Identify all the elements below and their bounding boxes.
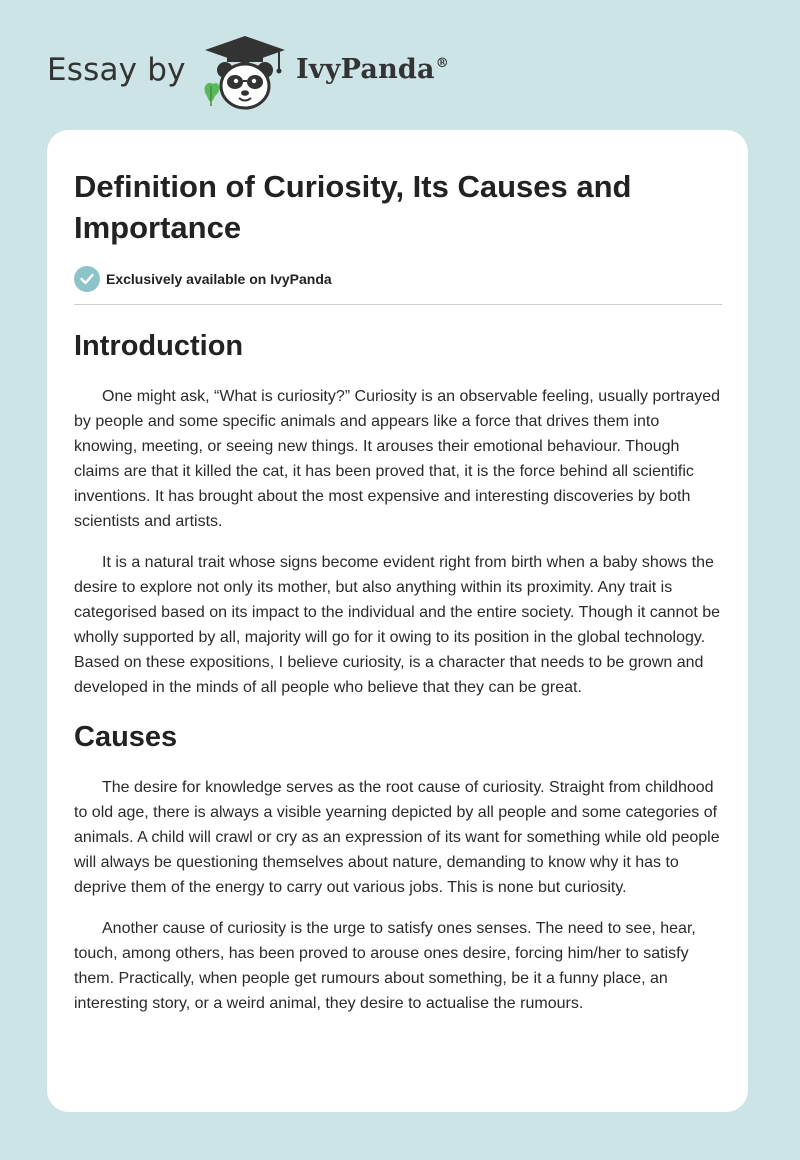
section-heading-causes: Causes: [74, 721, 178, 753]
paragraph: One might ask, “What is curiosity?” Curiosity is an observable feeling, usually portrayed by people and some specific animals and appears like a force that drives them into knowing, meeting, or seeing new things. It arouses their emotional behaviour. Though claims are that it killed the cat, it has been proved that, it is the force behind all scientific inventions. It has brought about the most expensive and interesting discoveries by both scientists and artists.: [74, 388, 721, 530]
essay-content: [74, 166, 722, 1032]
ivypanda-logo-icon: [199, 34, 291, 114]
section-heading-introduction: Introduction: [74, 330, 244, 362]
check-icon: [74, 266, 100, 292]
trademark-symbol: ®: [435, 56, 449, 71]
brand-name: IvyPanda®: [296, 54, 449, 85]
exclusive-badge: [74, 266, 722, 292]
essay-by-label: Essay by: [47, 52, 186, 88]
essay-card: [47, 130, 748, 1112]
exclusive-label: Exclusively available on IvyPanda: [106, 271, 332, 287]
paragraph: The desire for knowledge serves as the root cause of curiosity. Straight from childhood to old age, there is always a visible yearning depicted by all people and some categories of animals. A child will crawl or cry as an expression of its want for something while old people will always be questioning themselves about nature, demanding to know why it has to deprive them of the energy to carry out various jobs. This is none but curiosity.: [74, 779, 720, 896]
page-title: Definition of Curiosity, Its Causes and Importance: [74, 169, 632, 245]
title-divider: [74, 304, 722, 305]
site-header: [47, 34, 507, 114]
paragraph: It is a natural trait whose signs become evident right from birth when a baby shows the desire to explore not only its mother, but also anything within its proximity. Any trait is categorised based on its impact to the individual and the entire society. Though it cannot be wholly supported by all, majority will go for it owing to its position in the global technology. Based on these expositions, I believe curiosity, is a character that needs to be grown and developed in the minds of all people who believe that they can be great.: [74, 554, 721, 696]
paragraph: Another cause of curiosity is the urge to satisfy ones senses. The need to see, hear, touch, among others, has been proved to arouse ones desire, forcing him/her to satisfy them. Practically, when people get rumours about something, be it a funny place, an interesting story, or a weird animal, they desire to actualise the rumours.: [74, 920, 696, 1012]
